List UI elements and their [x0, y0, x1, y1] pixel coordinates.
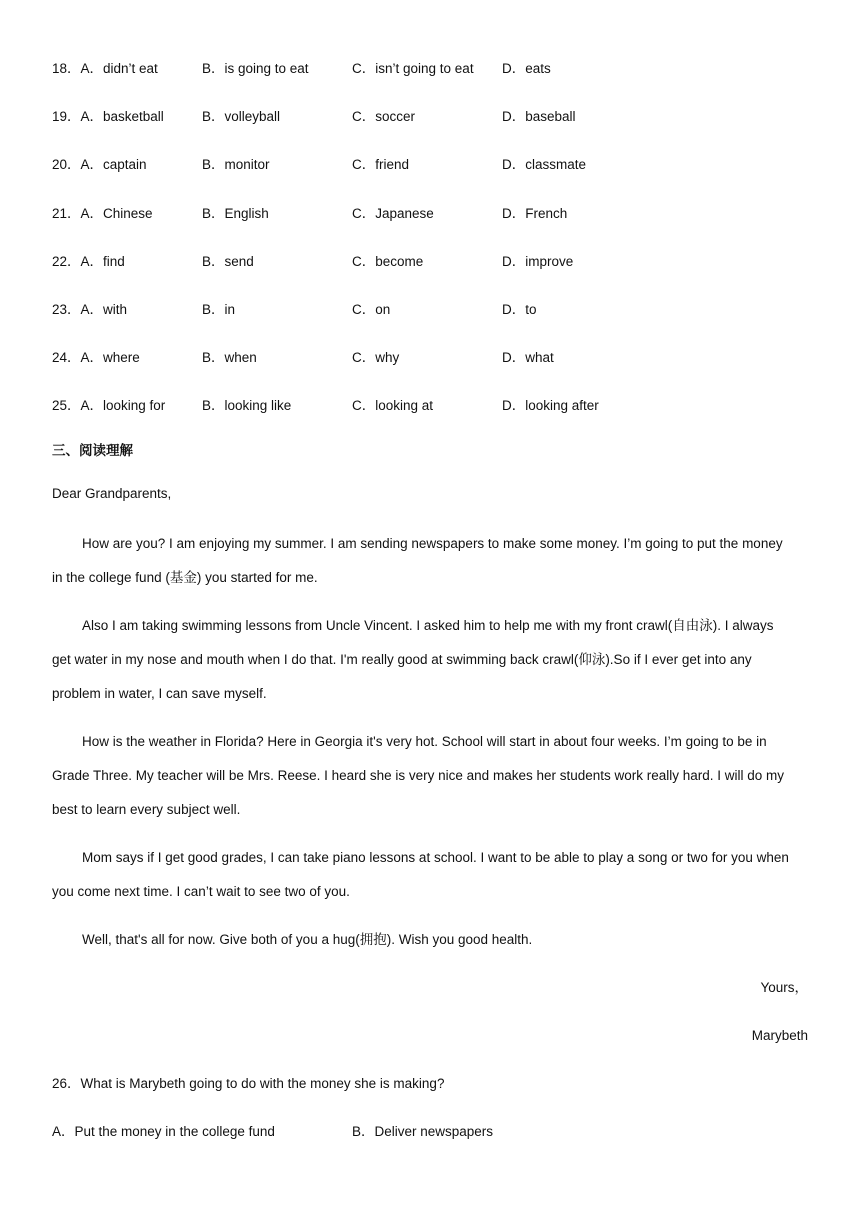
option-d: D．eats	[502, 61, 551, 76]
paragraph-line: Grade Three. My teacher will be Mrs. Reese. I heard she is very nice and makes her students work really hard. I will do my	[52, 768, 785, 783]
option-a: 21．A．Chinese	[52, 206, 153, 221]
option-b: B．Deliver newspapers	[352, 1124, 494, 1139]
paragraph-line: you come next time. I can’t wait to see two of you.	[52, 884, 350, 899]
section-title: 三、阅读理解	[52, 443, 133, 458]
letter-closing: Yours，	[760, 980, 808, 995]
option-b: B．when	[202, 350, 257, 365]
option-b: B．volleyball	[202, 109, 281, 124]
paragraph-line: How is the weather in Florida? Here in Georgia it's very hot. School will start in about four weeks. I’m going to be in	[82, 734, 767, 749]
option-b: B．English	[202, 206, 269, 221]
option-a: 19．A．basketball	[52, 109, 164, 124]
option-b: B．send	[202, 254, 254, 269]
option-c: C．soccer	[352, 109, 416, 124]
option-d: D．to	[502, 302, 537, 317]
paragraph-line: best to learn every subject well.	[52, 802, 241, 817]
option-d: D．improve	[502, 254, 574, 269]
option-c: C．isn’t going to eat	[352, 61, 474, 76]
paragraph-line: Mom says if I get good grades, I can take piano lessons at school. I want to be able to play a song or two for you when	[82, 850, 789, 865]
option-c: C．on	[352, 302, 391, 317]
option-a: 20．A．captain	[52, 157, 147, 172]
option-c: C．Japanese	[352, 206, 434, 221]
option-a: 25．A．looking for	[52, 398, 166, 413]
option-a: 22．A．find	[52, 254, 125, 269]
option-a: 23．A．with	[52, 302, 128, 317]
paragraph-line: get water in my nose and mouth when I do that. I'm really good at swimming back crawl(仰泳).So if I ever get into any	[52, 652, 752, 667]
option-c: C．become	[352, 254, 424, 269]
paragraph-line: Well, that's all for now. Give both of you a hug(拥抱). Wish you good health.	[82, 932, 533, 947]
paragraph-line: How are you? I am enjoying my summer. I am sending newspapers to make some money. I’m going to put the money	[82, 536, 783, 551]
option-d: D．baseball	[502, 109, 576, 124]
option-d: D．looking after	[502, 398, 599, 413]
option-b: B．in	[202, 302, 236, 317]
option-b: B．monitor	[202, 157, 270, 172]
paragraph-line: problem in water, I can save myself.	[52, 686, 267, 701]
question-26-options	[52, 1122, 494, 1142]
option-c: C．why	[352, 350, 400, 365]
option-b: B．is going to eat	[202, 61, 309, 76]
option-a: 24．A．where	[52, 350, 140, 365]
letter-signature: Marybeth	[751, 1028, 808, 1043]
option-a: 18．A．didn’t eat	[52, 61, 158, 76]
option-d: D．what	[502, 350, 554, 365]
letter-greeting: Dear Grandparents,	[52, 486, 172, 501]
option-c: C．friend	[352, 157, 410, 172]
option-b: B．looking like	[202, 398, 292, 413]
question-26: 26．What is Marybeth going to do with the money she is making?	[52, 1076, 445, 1091]
option-d: D．French	[502, 206, 568, 221]
option-c: C．looking at	[352, 398, 434, 413]
paragraph-line: in the college fund (基金) you started for me.	[52, 570, 318, 585]
option-d: D．classmate	[502, 157, 587, 172]
paragraph-line: Also I am taking swimming lessons from Uncle Vincent. I asked him to help me with my front crawl(自由泳). I always	[82, 618, 774, 633]
option-a: A．Put the money in the college fund	[52, 1124, 275, 1139]
